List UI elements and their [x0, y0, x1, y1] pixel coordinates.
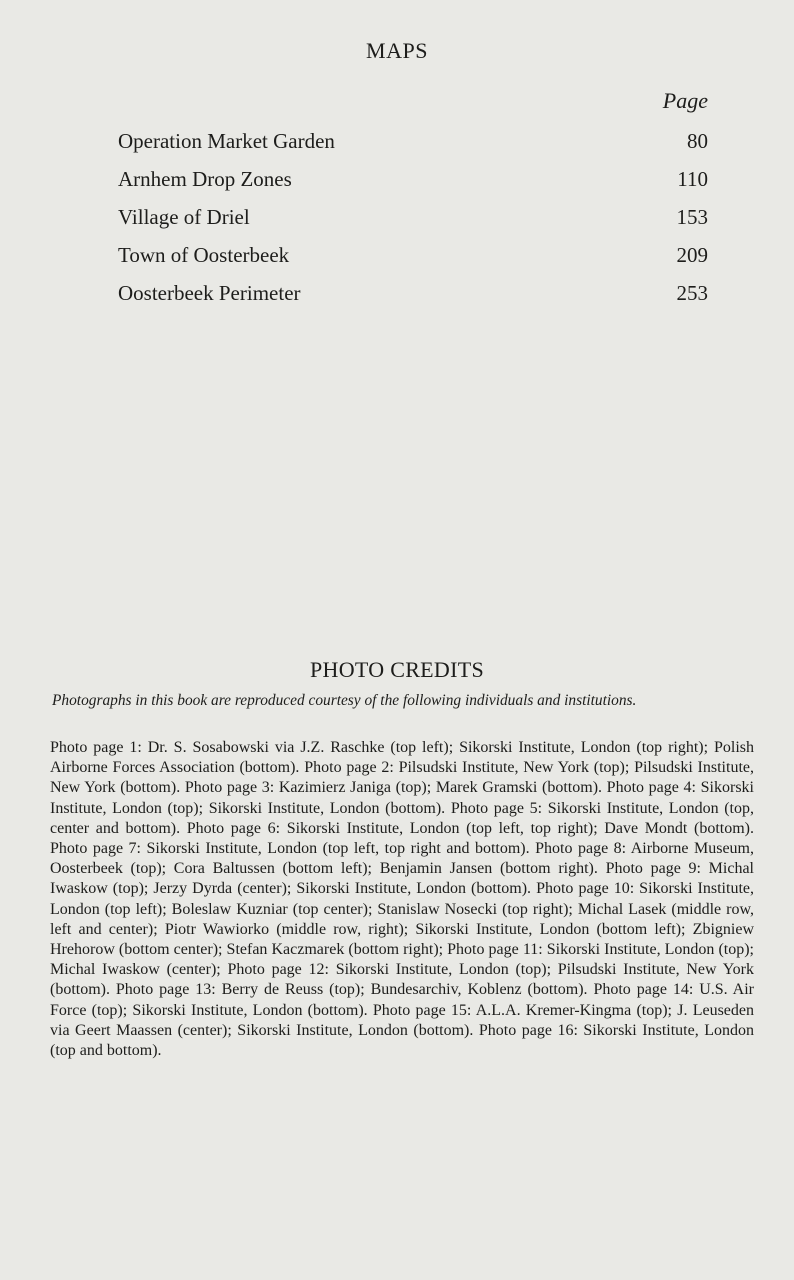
- map-page-number: 209: [676, 242, 708, 267]
- maps-heading: MAPS: [366, 38, 428, 63]
- maps-list-item: [118, 160, 708, 198]
- map-page-number: 110: [677, 166, 708, 191]
- map-page-number: 80: [687, 128, 708, 153]
- map-title: Village of Driel: [118, 204, 250, 229]
- photo-credits-intro: Photographs in this book are reproduced courtesy of the following individuals and institutions.: [52, 692, 637, 709]
- maps-list-item: [118, 274, 708, 312]
- photo-credits-body: Photo page 1: Dr. S. Sosabowski via J.Z. Raschke (top left); Sikorski Institute, London (top right); Polish Airborne Forces Association (bottom). Photo page 2: Pilsudski Institute, New York (top); Pilsudski Institute, New York (bottom). Photo page 3: Kazimierz Janiga (top); Marek Gramski (bottom). Photo page 4: Sikorski Institute, London (top); Sikorski Institute, London (bottom). Photo page 5: Sikorski Institute, London (top, center and bottom). Photo page 6: Sikorski Institute, London (top left, top right); Dave Mondt (bottom). Photo page 7: Sikorski Institute, London (top left, top right and bottom). Photo page 8: Airborne Museum, Oosterbeek (top); Cora Baltussen (bottom left); Benjamin Jansen (bottom right). Photo page 9: Michal Iwaskow (top); Jerzy Dyrda (center); Sikorski Institute, London (bottom). Photo page 10: Sikorski Institute, London (top left); Boleslaw Kuzniar (top center); Stanislaw Nosecki (top right); Michal Lasek (middle row, left and center); Piotr Wawiorko (middle row, right); Sikorski Institute, London (bottom left); Zbigniew Hrehorow (bottom center); Stefan Kaczmarek (bottom right); Photo page 11: Sikorski Institute, London (top); Michal Iwaskow (center); Photo page 12: Sikorski Institute, London (top); Pilsudski Institute, New York (bottom). Photo page 13: Berry de Reuss (top); Bundesarchiv, Koblenz (bottom). Photo page 14: U.S. Air Force (top); Sikorski Institute, London (bottom). Photo page 15: A.L.A. Kremer-Kingma (top); J. Leuseden via Geert Maassen (center); Sikorski Institute, London (bottom). Photo page 16: Sikorski Institute, London (top and bottom).: [50, 739, 754, 1060]
- page-column-header: Page: [662, 88, 708, 113]
- maps-list: [118, 122, 708, 312]
- maps-list-item: [118, 122, 708, 160]
- map-title: Oosterbeek Perimeter: [118, 280, 301, 305]
- map-title: Town of Oosterbeek: [118, 242, 290, 267]
- map-page-number: 153: [676, 204, 708, 229]
- maps-list-item: [118, 198, 708, 236]
- photo-credits-heading: PHOTO CREDITS: [309, 657, 484, 682]
- maps-list-item: [118, 236, 708, 274]
- map-title: Arnhem Drop Zones: [118, 166, 292, 191]
- map-page-number: 253: [676, 280, 708, 305]
- map-title: Operation Market Garden: [118, 128, 335, 153]
